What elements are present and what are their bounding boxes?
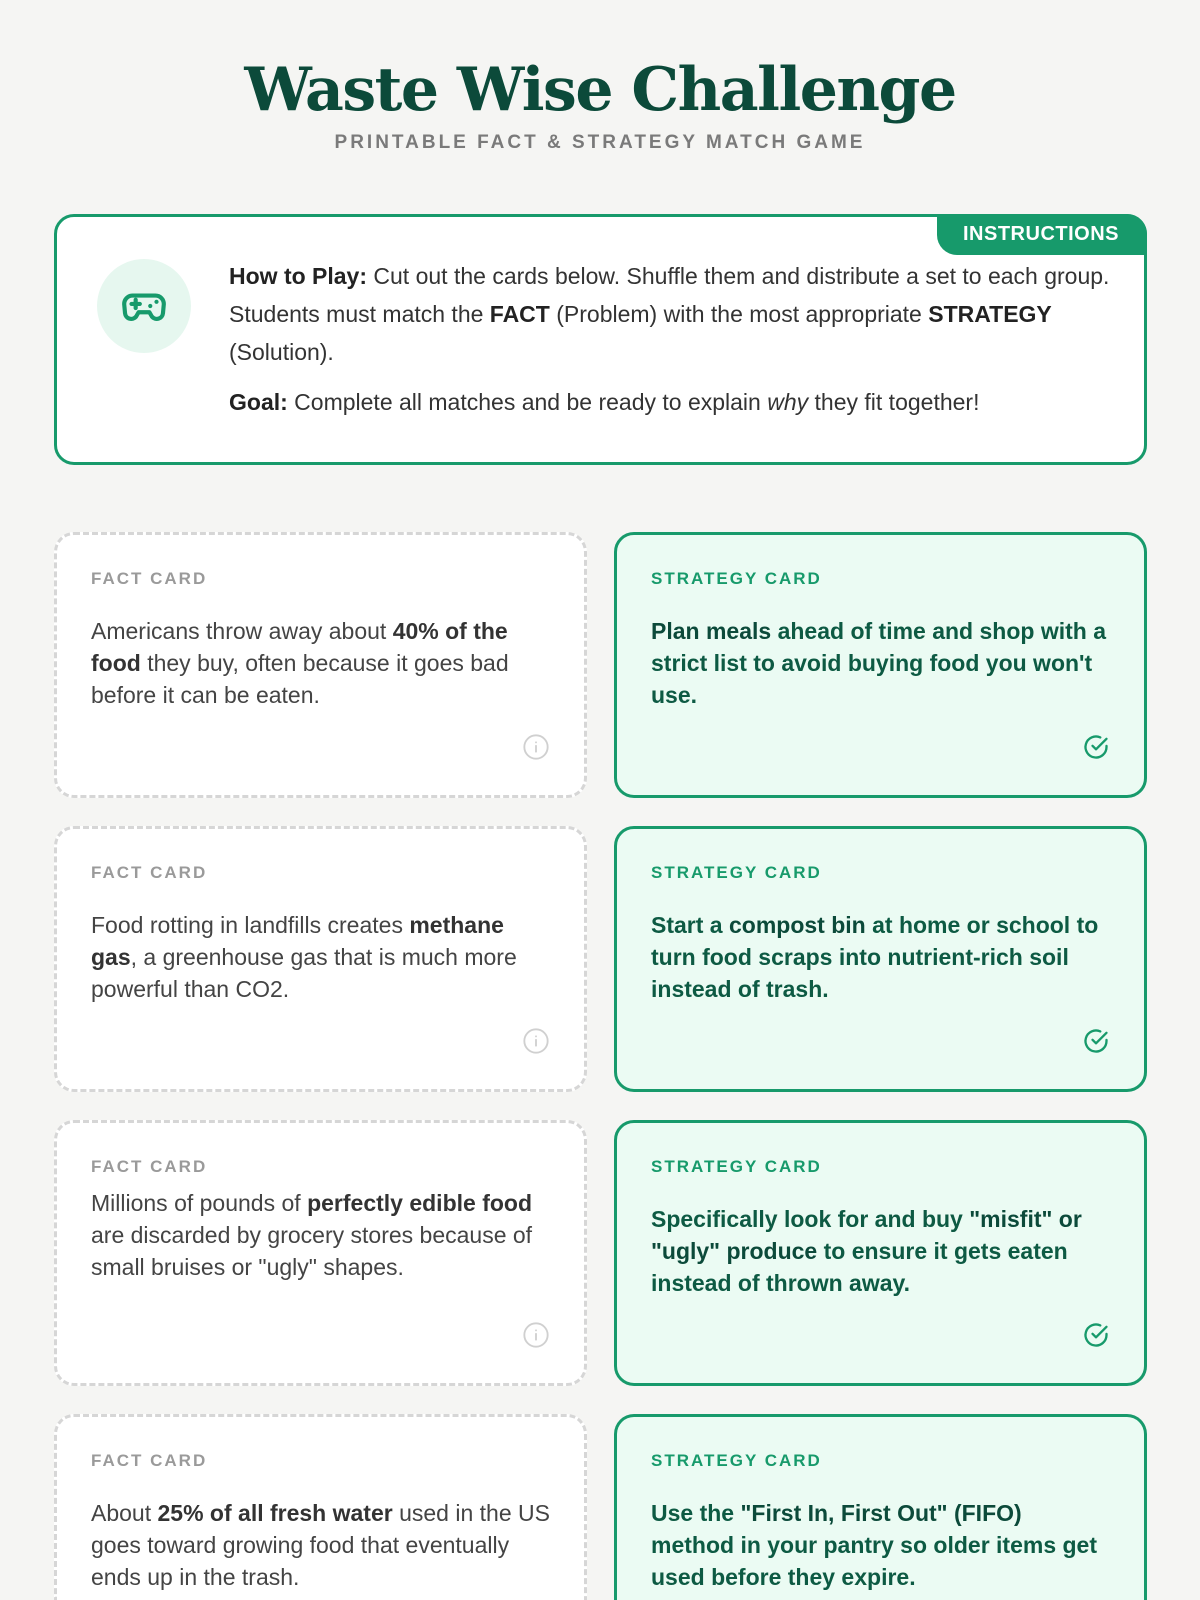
how-to-play-paragraph [229, 257, 1119, 371]
check-circle-icon [1082, 1321, 1110, 1349]
card-text-part: at home or school to turn food scraps into nutrient-rich soil instead of trash. [651, 912, 1099, 1002]
card-label: STRATEGY CARD [651, 863, 822, 882]
info-icon [522, 1027, 550, 1055]
card-text-highlight: "misfit" or "ugly" produce [651, 1206, 1082, 1264]
card-label: FACT CARD [91, 569, 208, 588]
check-circle-icon [1082, 1027, 1110, 1055]
fact-card [54, 1120, 587, 1386]
card-text [91, 1187, 550, 1283]
strategy-keyword: STRATEGY [928, 301, 1052, 327]
card-label: STRATEGY CARD [651, 1451, 822, 1470]
info-icon [522, 1321, 550, 1349]
instructions-text [229, 257, 1119, 421]
card-text [91, 615, 550, 711]
strategy-card [614, 1120, 1147, 1386]
fact-keyword: FACT [489, 301, 550, 327]
check-circle-icon [1082, 733, 1110, 761]
card-text-part: Use the [651, 1500, 741, 1526]
card-text [91, 909, 550, 1005]
goal-emphasis: why [767, 389, 809, 415]
fact-card [54, 532, 587, 798]
how-to-play-text: (Problem) with the most appropriate [549, 301, 929, 327]
card-text [651, 1203, 1110, 1299]
page-subtitle: PRINTABLE FACT & STRATEGY MATCH GAME [334, 132, 866, 153]
info-icon [522, 733, 550, 761]
how-to-play-text: (Solution). [229, 339, 334, 365]
card-text-highlight: compost bin [728, 912, 866, 938]
card-text-part: About [91, 1500, 158, 1526]
card-text [91, 1497, 550, 1593]
card-label: STRATEGY CARD [651, 1157, 822, 1176]
fact-card [54, 1414, 587, 1600]
card-text-part: Start a [651, 912, 729, 938]
card-text-part: Specifically look for and buy [651, 1206, 970, 1232]
card-text [651, 615, 1110, 711]
card-text-part: Food rotting in landfills creates [91, 912, 410, 938]
card-text-part: used in the US goes toward growing food that eventually ends up in the trash. [91, 1500, 550, 1590]
card-text-part: ahead of time and shop with a strict list to avoid buying food you won't use. [651, 618, 1107, 708]
fact-card [54, 826, 587, 1092]
instructions-panel [54, 214, 1147, 465]
goal-paragraph [229, 383, 1119, 421]
card-text-part: Millions of pounds of [91, 1190, 308, 1216]
page-header [0, 52, 1200, 154]
card-text-highlight: Plan meals [651, 618, 772, 644]
card-text-highlight: 25% of all fresh water [157, 1500, 393, 1526]
strategy-card [614, 1414, 1147, 1600]
card-text-part: Americans throw away about [91, 618, 393, 644]
card-label: FACT CARD [91, 863, 208, 882]
card-text-part: method in your pantry so older items get used before they expire. [651, 1532, 1098, 1590]
card-text-part: are discarded by grocery stores because of small bruises or "ugly" shapes. [91, 1222, 533, 1280]
strategy-card [614, 532, 1147, 798]
card-text-highlight: 40% of the food [91, 618, 508, 676]
instructions-badge: INSTRUCTIONS [937, 214, 1147, 255]
card-text-part: they buy, often because it goes bad before it can be eaten. [91, 650, 509, 708]
card-text-highlight: perfectly edible food [307, 1190, 533, 1216]
how-to-play-text: Cut out the cards below. Shuffle them and distribute a set to each group. Students must match the [229, 263, 1110, 327]
card-text-highlight: "First In, First Out" (FIFO) [740, 1500, 1022, 1526]
gamepad-icon [97, 259, 191, 353]
page-title: Waste Wise Challenge [244, 55, 956, 125]
card-label: FACT CARD [91, 1451, 208, 1470]
card-text [651, 909, 1110, 1005]
how-to-play-label: How to Play: [229, 263, 368, 289]
strategy-card [614, 826, 1147, 1092]
goal-label: Goal: [229, 389, 288, 415]
card-text-highlight: methane gas [91, 912, 504, 970]
card-text [651, 1497, 1110, 1593]
card-label: FACT CARD [91, 1157, 208, 1176]
goal-text: Complete all matches and be ready to explain [287, 389, 768, 415]
card-text-part: , a greenhouse gas that is much more powerful than CO2. [91, 944, 517, 1002]
card-text-part: to ensure it gets eaten instead of thrown away. [651, 1238, 1068, 1296]
goal-text: they fit together! [808, 389, 980, 415]
card-label: STRATEGY CARD [651, 569, 822, 588]
